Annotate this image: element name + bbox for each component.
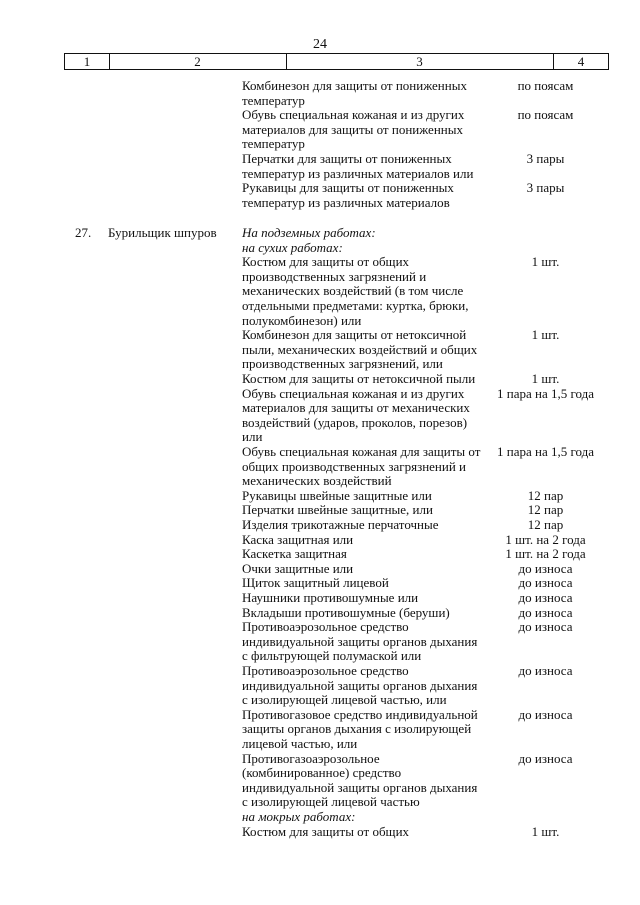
item-name-line: Обувь специальная кожаная и из других bbox=[242, 385, 465, 401]
item-name-line: Вкладыши противошумные (беруши) bbox=[242, 604, 450, 620]
item-name-line: температур из различных материалов или bbox=[242, 165, 474, 181]
column-header-4: 4 bbox=[577, 54, 585, 69]
section-dry: на сухих работах: bbox=[242, 239, 343, 255]
item-name-line: индивидуальной защиты органов дыхания bbox=[242, 633, 478, 649]
item-name-line: Обувь специальная кожаная и из других bbox=[242, 107, 465, 123]
item-name-line: материалов для защиты от пониженных bbox=[242, 121, 463, 137]
item-name-line: отдельными предметами: куртка, брюки, bbox=[242, 298, 469, 313]
item-norm: по поясам bbox=[517, 107, 574, 123]
item-norm: до износа bbox=[518, 663, 573, 678]
item-name-line: механических воздействий (в том числе bbox=[242, 283, 464, 299]
item-name-line: Очки защитные или bbox=[242, 560, 354, 576]
item-norm: 1 пара на 1,5 года bbox=[497, 385, 594, 401]
item-name-line: полукомбинезон) или bbox=[242, 312, 362, 328]
item-norm: до износа bbox=[518, 604, 573, 620]
item-norm: 3 пары bbox=[526, 151, 565, 166]
item-name-line: температур bbox=[242, 136, 305, 152]
item-name-line: материалов для защиты от механических bbox=[242, 400, 470, 416]
page-number: 24 bbox=[313, 37, 327, 52]
item-norm: 3 пары bbox=[526, 180, 565, 196]
item-name-line: (комбинированное) средство bbox=[242, 765, 402, 781]
item-name-line: Костюм для защиты от общих bbox=[242, 254, 410, 270]
item-name-line: производственных загрязнений, или bbox=[242, 356, 443, 372]
item-name-line: Щиток защитный лицевой bbox=[242, 575, 389, 591]
item-norm: до износа bbox=[518, 619, 573, 635]
item-name-line: Наушники противошумные или bbox=[242, 590, 419, 605]
item-norm: 12 пар bbox=[527, 517, 564, 532]
section-wet: на мокрых работах: bbox=[242, 809, 356, 824]
item-name-line: индивидуальной защиты органов дыхания bbox=[242, 779, 478, 795]
item-norm: 1 шт. на 2 года bbox=[505, 546, 586, 562]
item-name-line: Комбинезон для защиты от нетоксичной bbox=[242, 327, 467, 343]
item-name-line: общих производственных загрязнений и bbox=[242, 458, 467, 474]
item-name-line: температур из различных материалов bbox=[242, 194, 450, 210]
item-name-line: Изделия трикотажные перчаточные bbox=[242, 517, 439, 532]
entry-number: 27. bbox=[75, 225, 92, 240]
item-norm: 1 шт. bbox=[531, 371, 560, 386]
section-underground: На подземных работах: bbox=[242, 225, 376, 240]
item-name-line: с фильтрующей полумаской или bbox=[242, 648, 422, 664]
item-name-line: с изолирующей лицевой частью bbox=[242, 794, 420, 810]
item-name-line: с изолирующей лицевой частью, или bbox=[242, 692, 447, 708]
item-name-line: индивидуальной защиты органов дыхания bbox=[242, 677, 478, 693]
item-name-line: Рукавицы швейные защитные или bbox=[242, 487, 432, 503]
item-name-line: производственных загрязнений и bbox=[242, 268, 427, 284]
item-name-line: температур bbox=[242, 92, 305, 108]
item-name-line: Рукавицы для защиты от пониженных bbox=[242, 180, 454, 196]
item-norm: 12 пар bbox=[527, 502, 564, 518]
item-norm: до износа bbox=[518, 750, 573, 766]
item-name-line: Обувь специальная кожаная для защиты от bbox=[242, 444, 481, 459]
item-norm: 1 пара на 1,5 года bbox=[497, 444, 594, 459]
item-name-line: Противогазоаэрозольное bbox=[242, 750, 380, 766]
item-norm: 12 пар bbox=[527, 487, 564, 503]
item-name-line: Каскетка защитная bbox=[242, 546, 347, 562]
item-norm: до износа bbox=[518, 590, 573, 605]
item-name-line: Перчатки швейные защитные, или bbox=[242, 502, 433, 518]
item-name-line: защиты органов дыхания с изолирующей bbox=[242, 721, 472, 737]
column-header-1: 1 bbox=[83, 54, 91, 69]
item-norm: до износа bbox=[518, 575, 573, 591]
item-name-line: Перчатки для защиты от пониженных bbox=[242, 151, 452, 166]
item-norm: 1 шт. bbox=[531, 327, 560, 343]
item-norm: 1 шт. bbox=[531, 823, 560, 839]
item-name-line: Комбинезон для защиты от пониженных bbox=[242, 78, 467, 93]
item-name-line: Противоаэрозольное средство bbox=[242, 619, 409, 635]
item-name-line: воздействий (ударов, проколов, порезов) bbox=[242, 414, 468, 430]
item-name-line: Каска защитная или bbox=[242, 531, 354, 547]
item-name-line: Противоаэрозольное средство bbox=[242, 663, 409, 678]
column-header-3: 3 bbox=[416, 54, 423, 69]
table-header-row bbox=[64, 53, 609, 70]
item-norm: по поясам bbox=[517, 78, 574, 93]
item-name-line: механических воздействий bbox=[242, 473, 392, 489]
item-name-line: лицевой частью, или bbox=[242, 736, 358, 751]
item-name-line: Костюм для защиты от нетоксичной пыли bbox=[242, 371, 476, 386]
item-norm: до износа bbox=[518, 560, 573, 576]
item-name-line: пыли, механических воздействий и общих bbox=[242, 341, 478, 357]
item-name-line: Костюм для защиты от общих bbox=[242, 823, 410, 839]
item-name-line: Противогазовое средство индивидуальной bbox=[242, 706, 478, 722]
profession-name: Бурильщик шпуров bbox=[108, 225, 217, 240]
item-norm: до износа bbox=[518, 706, 573, 722]
item-norm: 1 шт. на 2 года bbox=[505, 531, 586, 547]
column-header-2: 2 bbox=[194, 54, 201, 69]
item-norm: 1 шт. bbox=[531, 254, 560, 270]
item-name-line: или bbox=[242, 429, 263, 445]
